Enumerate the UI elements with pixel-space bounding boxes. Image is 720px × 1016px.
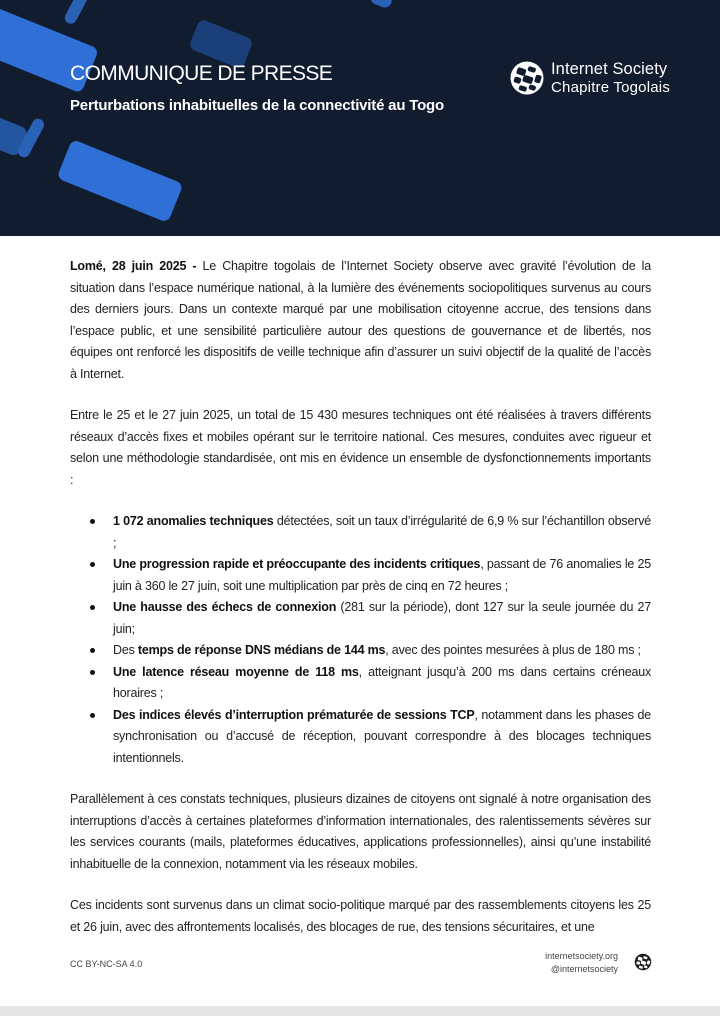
social-handle[interactable]: @internetsociety bbox=[550, 964, 618, 974]
bullet bbox=[90, 605, 95, 610]
globe-icon bbox=[509, 60, 545, 96]
decor-stripe bbox=[57, 139, 184, 223]
press-release-body bbox=[70, 256, 651, 958]
logo-name: Internet Society bbox=[551, 60, 668, 78]
list-item: 1 072 anomalies techniques détectées, soit un taux d’irrégularité de 6,9 % sur l’échantillon observé ; bbox=[113, 511, 651, 554]
dateline: Lomé, 28 juin 2025 - bbox=[70, 259, 197, 273]
list-item: Une progression rapide et préoccupante des incidents critiques, passant de 76 anomalies le 25 juin à 360 le 27 juin, soit une multiplication par près de cinq en 72 heures ; bbox=[113, 554, 651, 597]
website-link[interactable]: internetsociety.org bbox=[545, 951, 618, 961]
bullet bbox=[90, 713, 95, 718]
bullet bbox=[90, 519, 95, 524]
findings-list bbox=[70, 511, 651, 769]
page-subtitle: Perturbations inhabituelles de la connectivité au Togo bbox=[70, 97, 444, 114]
intro-paragraph bbox=[70, 256, 651, 385]
page-title: COMMUNIQUE DE PRESSE bbox=[70, 62, 333, 85]
bullet bbox=[90, 562, 95, 567]
context-paragraph: Ces incidents sont survenus dans un climat socio-politique marqué par des rassemblements citoyens les 25 et 26 juin, avec des affrontements localisés, des blocages de rue, des tensions sécuritaires, et une bbox=[70, 898, 651, 934]
list-item: Des indices élevés d’interruption prématurée de sessions TCP, notamment dans les phases de synchronisation ou d’accusé de réception, pouvant correspondre à des blocages techniques intentionnels. bbox=[113, 705, 651, 770]
list-item: Des temps de réponse DNS médians de 144 ms, avec des pointes mesurées à plus de 180 ms ; bbox=[113, 640, 651, 662]
logo-chapter: Chapitre Togolais bbox=[551, 79, 671, 96]
decor-stripe bbox=[368, 0, 394, 10]
license-label: CC BY-NC-SA 4.0 bbox=[70, 959, 143, 969]
intro-text: Le Chapitre togolais de l’Internet Society observe avec gravité l’évolution de la situation dans l’espace numérique national, à la lumière des événements sociopolitiques survenus au cours des derniers jours. Dans un contexte marqué par une mobilisation citoyenne accrue, des tensions dans l’espace public, et une sensibilité particulière autour des questions de gouvernance et de libertés, nos équipes ont renforcé les dispositifs de veille technique afin d’assurer un suivi objectif de la qualité de l’accès à Internet. bbox=[70, 259, 652, 381]
bullet bbox=[90, 648, 95, 653]
globe-icon bbox=[634, 953, 652, 971]
bullet bbox=[90, 670, 95, 675]
list-item: Une latence réseau moyenne de 118 ms, atteignant jusqu’à 200 ms dans certains créneaux horaires ; bbox=[113, 662, 651, 705]
header-banner bbox=[0, 0, 720, 236]
page-bottom-edge bbox=[0, 1006, 720, 1016]
list-item: Une hausse des échecs de connexion (281 sur la période), dont 127 sur la seule journée du 27 juin; bbox=[113, 597, 651, 640]
decor-stripe bbox=[63, 0, 90, 26]
measurements-paragraph: Entre le 25 et le 27 juin 2025, un total de 15 430 mesures techniques ont été réalisées à travers différents réseaux d’accès fixes et mobiles opérant sur le territoire national. Ces mesures, conduites avec rigueur et selon une méthodologie standardisée, ont mis en évidence un ensemble de dysfonctionnements importants : bbox=[70, 408, 651, 487]
citizens-paragraph: Parallèlement à ces constats techniques, plusieurs dizaines de citoyens ont signalé à notre organisation des interruptions d’accès à certaines plateformes d’information internationales, des ralentissements sévères sur les services courants (mails, plateformes éducatives, applications professionnelles), ainsi qu’une instabilité inhabituelle de la connexion, notamment via les réseaux mobiles. bbox=[70, 792, 651, 871]
